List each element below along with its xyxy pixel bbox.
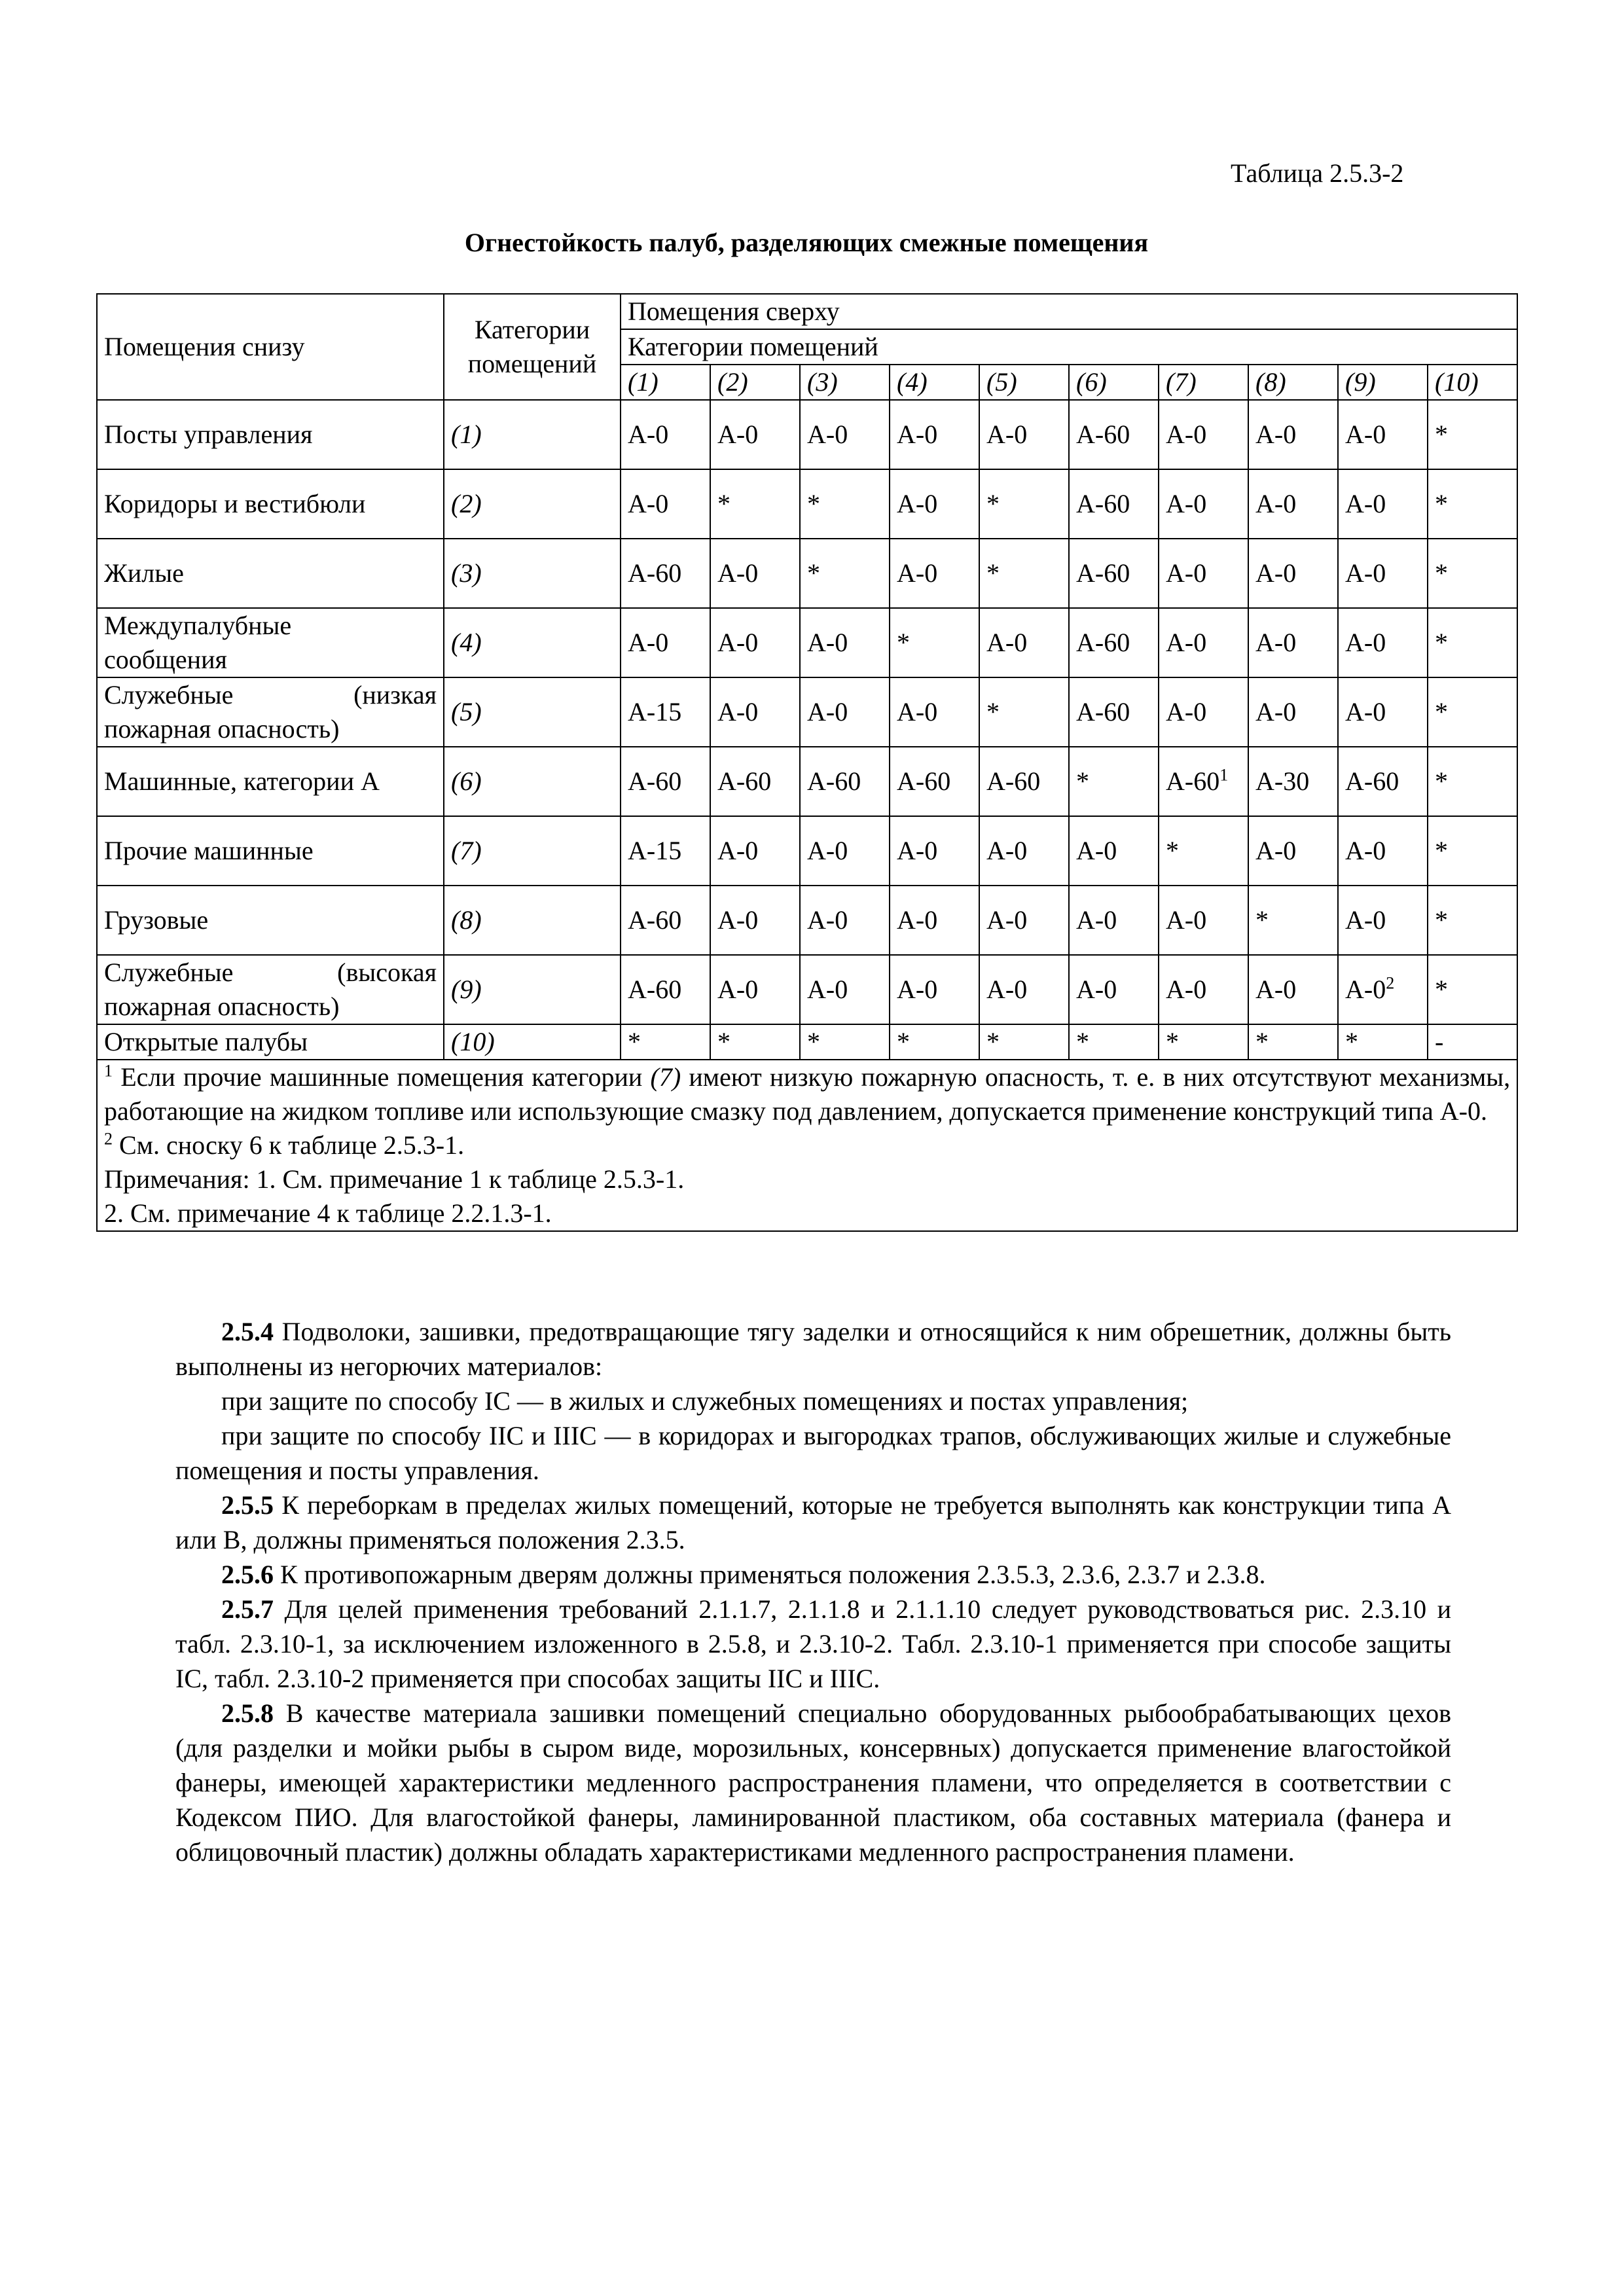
table-cell: А-30 — [1248, 747, 1338, 816]
row-category: (6) — [444, 747, 621, 816]
table-cell: * — [800, 1024, 890, 1060]
table-cell: А-0 — [890, 677, 979, 747]
table-cell: А-60 — [1069, 677, 1159, 747]
table-cell: А-0 — [1248, 677, 1338, 747]
row-category: (8) — [444, 886, 621, 955]
row-category: (9) — [444, 955, 621, 1024]
column-header: (5) — [979, 365, 1069, 400]
row-category: (5) — [444, 677, 621, 747]
paragraph-2-5-6: 2.5.6 К противопожарным дверям должны применяться положения 2.3.5.3, 2.3.6, 2.3.7 и 2.3.8. — [221, 1560, 1266, 1589]
table-cell: А-60 — [979, 747, 1069, 816]
footnote-2: $^2$ См. сноску 6 к таблице 2.5.3-1. — [104, 1129, 465, 1160]
table-cell: А-0 — [710, 886, 800, 955]
table-notes — [97, 1060, 1517, 1231]
column-header: (6) — [1069, 365, 1159, 400]
table-cell: А-0 — [1159, 400, 1248, 469]
row-name: Служебные (высокая пожарная опасность) — [97, 955, 444, 1024]
table-cell: * — [1428, 747, 1517, 816]
table-cell: * — [1428, 886, 1517, 955]
footnote-1: $^1$ Если прочие машинные помещения категории (7) имеют низкую пожарную опасность, т. е. в них отсутствуют механизмы, работающие на жидком топливе или использующие смазку под давлением, допускается применение конструкций типа А-0. — [104, 1061, 1511, 1126]
table-row — [97, 886, 1517, 955]
table-cell: А-0 — [621, 469, 710, 539]
table-cell: А-15 — [621, 816, 710, 886]
table-cell: А-60 — [1069, 539, 1159, 608]
table-cell: * — [1428, 400, 1517, 469]
table-cell: А-0 — [800, 608, 890, 677]
row-name: Служебные (низкая пожарная опасность) — [97, 677, 444, 747]
row-category: (1) — [444, 400, 621, 469]
paragraph-2-5-7: 2.5.7 Для целей применения требований 2.1.1.7, 2.1.1.8 и 2.1.1.10 следует руководствоваться рис. 2.3.10 и табл. 2.3.10-1, за исключением изложенного в 2.5.8, и 2.3.10-2. Табл. 2.3.10-1 применяется при способе защиты IC, табл. 2.3.10-2 применяется при способах защиты IIC и IIIC. — [175, 1594, 1452, 1693]
table-cell: А-0 — [1159, 608, 1248, 677]
table-cell: А-0 — [1338, 677, 1428, 747]
row-name: Открытые палубы — [97, 1024, 444, 1060]
table-cell: А-60 — [621, 747, 710, 816]
table-cell: А-0 — [800, 400, 890, 469]
table-cell: А-0 — [800, 886, 890, 955]
table-cell: А-60 — [890, 747, 979, 816]
table-cell: * — [1338, 1024, 1428, 1060]
table-cell: А-60 — [1069, 400, 1159, 469]
table-cell: * — [1428, 539, 1517, 608]
table-label: Таблица 2.5.3-2 — [1231, 158, 1404, 188]
table-cell: * — [979, 469, 1069, 539]
table-row — [97, 608, 1517, 677]
row-name: Междупалубные сообщения — [97, 608, 444, 677]
column-header: (2) — [710, 365, 800, 400]
table-cell: А-0 — [979, 400, 1069, 469]
table-title: Огнестойкость палуб, разделяющих смежные помещения — [464, 228, 1149, 257]
table-cell: * — [890, 608, 979, 677]
footnote-mark: 1 — [1219, 765, 1229, 785]
header-categories: Категории помещений — [621, 329, 1517, 365]
paragraph-2-5-5: 2.5.5 К переборкам в пределах жилых помещений, которые не требуется выполнять как конструкции типа А или В, должны применяться положения 2.3.5. — [175, 1490, 1452, 1554]
table-cell: А-0 — [1338, 816, 1428, 886]
table-cell: А-0 — [890, 400, 979, 469]
header-category: Категории помещений — [444, 294, 621, 400]
table-cell: А-0 — [1248, 539, 1338, 608]
table-cell: * — [1428, 955, 1517, 1024]
column-header: (3) — [800, 365, 890, 400]
table-cell: А-0 — [890, 886, 979, 955]
paragraph-2-5-4: 2.5.4 Подволоки, зашивки, предотвращающие тягу заделки и относящийся к ним обрешетник, должны быть выполнены из негорючих материалов: — [175, 1317, 1451, 1381]
table-cell: * — [1069, 1024, 1159, 1060]
table-cell: А-0 — [710, 608, 800, 677]
paragraph-2-5-4-item-1: при защите по способу IC — в жилых и служебных помещениях и постах управления; — [221, 1386, 1189, 1416]
table-cell: * — [1428, 677, 1517, 747]
table-cell: * — [1428, 816, 1517, 886]
table-cell: А-0 — [710, 677, 800, 747]
table-cell: А-60 — [1069, 608, 1159, 677]
table-row — [97, 955, 1517, 1024]
table-cell: * — [710, 469, 800, 539]
table-cell: А-0 — [890, 816, 979, 886]
footnote-mark: 2 — [1386, 973, 1395, 993]
row-name: Коридоры и вестибюли — [97, 469, 444, 539]
table-cell: А-0 — [1159, 539, 1248, 608]
table-row — [97, 539, 1517, 608]
table-cell: А-0 — [979, 886, 1069, 955]
table-cell: А-0 — [710, 539, 800, 608]
table-cell: А-60 — [1069, 469, 1159, 539]
table-cell: А-0 — [800, 816, 890, 886]
table-cell: А-0 — [1248, 469, 1338, 539]
table-cell: А-60 — [621, 955, 710, 1024]
fire-resistance-table — [96, 293, 1518, 1232]
table-cell: А-0 — [1248, 816, 1338, 886]
table-row — [97, 747, 1517, 816]
table-cell: А-60 — [621, 539, 710, 608]
table-cell: А-0 — [710, 955, 800, 1024]
table-cell: * — [979, 1024, 1069, 1060]
table-cell: А-60 — [1338, 747, 1428, 816]
table-cell: А-0 — [800, 677, 890, 747]
table-cell: А-0 — [1248, 955, 1338, 1024]
table-cell: $А-60^1$ — [1159, 747, 1248, 816]
table-cell: А-0 — [1338, 886, 1428, 955]
table-cell: А-60 — [800, 747, 890, 816]
note-2: 2. См. примечание 4 к таблице 2.2.1.3-1. — [104, 1198, 552, 1228]
table-cell: А-0 — [890, 469, 979, 539]
table-cell: А-0 — [890, 955, 979, 1024]
paragraph-2-5-8: 2.5.8 В качестве материала зашивки помещений специально оборудованных рыбообрабатывающих цехов (для разделки и мойки рыбы в сыром виде, морозильных, консервных) допускается применение влагостойкой фанеры, имеющей характеристики медленного распространения пламени, что определяется в соответствии с Кодексом ПИО. Для влагостойкой фанеры, ламинированной пластиком, оба составных материала (фанера и облицовочный пластик) должны обладать характеристиками медленного распространения пламени. — [175, 1698, 1452, 1867]
column-header: (7) — [1159, 365, 1248, 400]
column-header: (1) — [621, 365, 710, 400]
body-text — [175, 1314, 1451, 1869]
table-cell: А-0 — [1338, 608, 1428, 677]
table-cell: * — [1069, 747, 1159, 816]
table-cell: А-60 — [710, 747, 800, 816]
row-name: Прочие машинные — [97, 816, 444, 886]
table-cell: А-0 — [1159, 469, 1248, 539]
table-cell: - — [1428, 1024, 1517, 1060]
table-cell: А-0 — [979, 816, 1069, 886]
table-cell: * — [1248, 886, 1338, 955]
table-cell: А-0 — [1069, 816, 1159, 886]
table-cell: А-0 — [979, 608, 1069, 677]
table-cell: А-15 — [621, 677, 710, 747]
table-cell: * — [1159, 816, 1248, 886]
table-cell: А-0 — [979, 955, 1069, 1024]
row-category: (10) — [444, 1024, 621, 1060]
row-name: Грузовые — [97, 886, 444, 955]
table-cell: * — [621, 1024, 710, 1060]
column-header: (4) — [890, 365, 979, 400]
table-cell: * — [890, 1024, 979, 1060]
table-row — [97, 816, 1517, 886]
table-cell: * — [1428, 608, 1517, 677]
table-cell: А-0 — [1338, 539, 1428, 608]
row-category: (2) — [444, 469, 621, 539]
table-cell: А-0 — [1248, 400, 1338, 469]
table-cell: А-0 — [1248, 608, 1338, 677]
table-cell: $А-0^2$ — [1338, 955, 1428, 1024]
table-cell: А-0 — [1069, 886, 1159, 955]
table-cell: А-0 — [800, 955, 890, 1024]
table-cell: А-0 — [890, 539, 979, 608]
table-cell: А-0 — [710, 400, 800, 469]
row-name: Жилые — [97, 539, 444, 608]
table-cell: А-0 — [621, 608, 710, 677]
table-cell: * — [800, 539, 890, 608]
table-cell: * — [1159, 1024, 1248, 1060]
table-cell: * — [800, 469, 890, 539]
table-cell: А-0 — [1159, 955, 1248, 1024]
table-cell: А-0 — [621, 400, 710, 469]
row-category: (7) — [444, 816, 621, 886]
table-cell: А-0 — [1069, 955, 1159, 1024]
column-header: (8) — [1248, 365, 1338, 400]
header-rooms-below: Помещения снизу — [97, 294, 444, 400]
column-header: (9) — [1338, 365, 1428, 400]
table-cell: А-0 — [1338, 469, 1428, 539]
table-cell: А-0 — [1338, 400, 1428, 469]
table-cell: * — [710, 1024, 800, 1060]
table-cell: А-0 — [710, 816, 800, 886]
table-cell: А-0 — [1159, 677, 1248, 747]
table-cell: * — [1428, 469, 1517, 539]
table-cell: А-0 — [1159, 886, 1248, 955]
note-1: Примечания: 1. См. примечание 1 к таблице 2.5.3-1. — [104, 1164, 685, 1194]
table-cell: * — [979, 677, 1069, 747]
column-header: (10) — [1428, 365, 1517, 400]
row-category: (4) — [444, 608, 621, 677]
table-row — [97, 469, 1517, 539]
row-category: (3) — [444, 539, 621, 608]
table-cell: * — [979, 539, 1069, 608]
table-cell: * — [1248, 1024, 1338, 1060]
table-row — [97, 400, 1517, 469]
row-name: Машинные, категории А — [97, 747, 444, 816]
table-row — [97, 677, 1517, 747]
table-cell: А-60 — [621, 886, 710, 955]
table-row — [97, 1024, 1517, 1060]
paragraph-2-5-4-item-2: при защите по способу IIC и IIIC — в коридорах и выгородках трапов, обслуживающих жилые и служебные помещения и посты управления. — [175, 1421, 1451, 1485]
row-name: Посты управления — [97, 400, 444, 469]
header-rooms-above: Помещения сверху — [621, 294, 1517, 329]
